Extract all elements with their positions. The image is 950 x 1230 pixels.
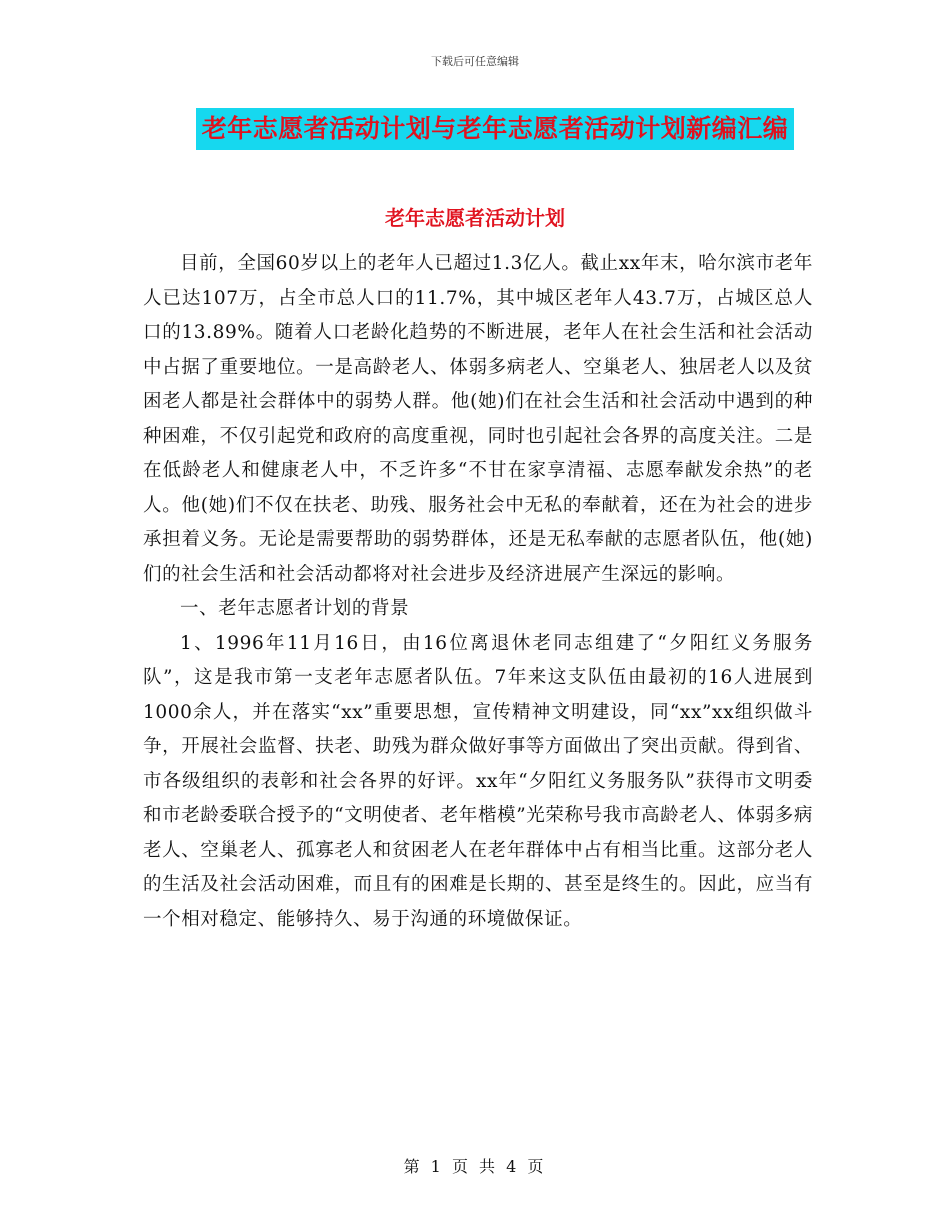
paragraph-heading: 一、老年志愿者计划的背景 (180, 598, 410, 619)
document-title-wrap (0, 108, 950, 150)
paragraph-background: 1、1996年11月16日，由16位离退休老同志组建了“夕阳红义务服务队”，这是我市第一支老年志愿者队伍。7年来这支队伍由最初的16人进展到1000余人，并在落实“xx”重要思想，宣传精神文明建设，同“xx”xx组织做斗争，开展社会监督、扶老、助残为群众做好事等方面做出了突出贡献。得到省、市各级组织的表彰和社会各界的好评。xx年“夕阳红义务服务队”获得市文明委和市老龄委联合授予的“文明使者、老年楷模”光荣称号我市高龄老人、体弱多病老人、空巢老人、孤寡老人和贫困老人在老年群体中占有相当比重。这部分老人的生活及社会活动困难，而且有的困难是长期的、甚至是终生的。因此，应当有一个相对稳定、能够持久、易于沟通的环境做保证。 (143, 632, 813, 930)
header-note: 下载后可任意编辑 (431, 55, 519, 68)
section-title: 老年志愿者活动计划 (385, 206, 565, 230)
page-footer: 第 1 页 共 4 页 (403, 1157, 547, 1176)
document-body (143, 247, 813, 937)
document-title: 老年志愿者活动计划与老年志愿者活动计划新编汇编 (196, 108, 795, 150)
paragraph-intro: 目前，全国60岁以上的老年人已超过1.3亿人。截止xx年末，哈尔滨市老年人已达107万，占全市总人口的11.7%，其中城区老年人43.7万，占城区总人口的13.89%。随着人口老龄化趋势的不断进展，老年人在社会生活和社会活动中占据了重要地位。一是高龄老人、体弱多病老人、空巢老人、独居老人以及贫困老人都是社会群体中的弱势人群。他(她)们在社会生活和社会活动中遇到的种种困难，不仅引起党和政府的高度重视，同时也引起社会各界的高度关注。二是在低龄老人和健康老人中，不乏许多“不甘在家享清福、志愿奉献发余热”的老人。他(她)们不仅在扶老、助残、服务社会中无私的奉献着，还在为社会的进步承担着义务。无论是需要帮助的弱势群体，还是无私奉献的志愿者队伍，他(她)们的社会生活和社会活动都将对社会进步及经济进展产生深远的影响。 (143, 253, 813, 585)
